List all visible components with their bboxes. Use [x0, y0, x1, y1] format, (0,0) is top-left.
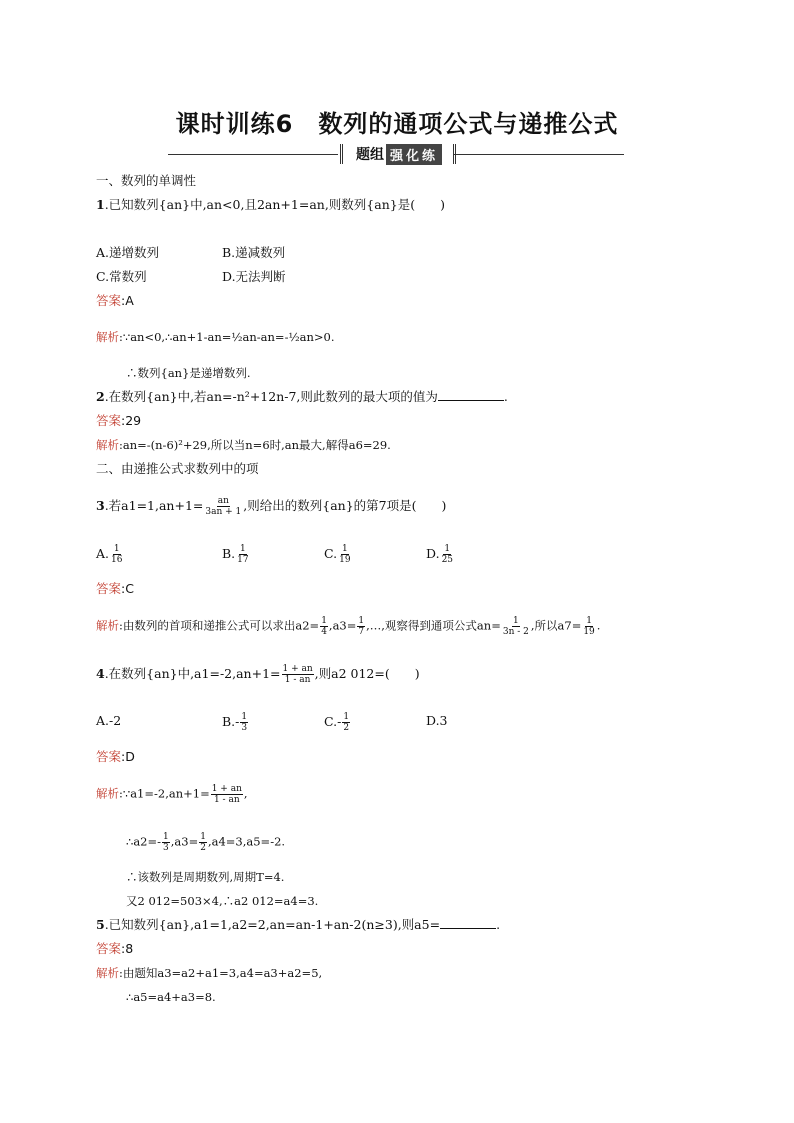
fraction-denominator: 19	[339, 555, 351, 565]
solution-label: 解析	[96, 330, 119, 344]
answer-label: 答案	[96, 749, 122, 764]
fraction-numerator: 1	[163, 832, 169, 842]
solution-text: ,所以a7=	[530, 618, 582, 633]
fraction-denominator: 3	[163, 843, 169, 853]
answer-label: 答案	[96, 293, 122, 308]
question-number: 1	[96, 197, 105, 212]
option-letter: C.-	[324, 714, 342, 729]
section-heading: 一、数列的单调性	[96, 173, 197, 188]
fraction-denominator: 1 - an	[284, 675, 311, 685]
question-5: 5.已知数列{an},a1=1,a2=2,an=an-1+an-2(n≥3),则a5= .	[96, 917, 501, 932]
option-a	[96, 544, 124, 565]
option-c: C.常数列	[96, 269, 147, 284]
solution-4	[96, 784, 248, 805]
question-text: ,则给出的数列{an}的第7项是( )	[243, 498, 447, 513]
answer-3	[96, 580, 134, 598]
fraction	[320, 616, 328, 637]
solution-text: :an=-(n-6)²+29,所以当n=6时,an最大,解得a6=29.	[119, 438, 391, 452]
question-text: .在数列{an}中,a1=-2,an+1=	[104, 666, 281, 681]
solution-text: ,	[243, 786, 248, 801]
solution-4-line2	[126, 832, 285, 853]
solution-text: :由题知a3=a2+a1=3,a4=a3+a2=5,	[119, 966, 323, 980]
solution-1-line2: ∴数列{an}是递增数列.	[126, 366, 251, 380]
answer-value: :29	[121, 413, 142, 428]
option-a: A.-2	[96, 713, 122, 728]
fraction	[211, 784, 243, 805]
option-d	[426, 544, 455, 565]
fraction-denominator: 4	[321, 627, 327, 637]
solution-label: 解析	[96, 618, 119, 633]
option-b	[222, 544, 251, 565]
answer-5	[96, 940, 133, 958]
question-text: .在数列{an}中,若an=-n²+12n-7,则此数列的最大项的值为	[104, 389, 438, 404]
question-number: 2	[96, 389, 105, 404]
fraction	[236, 544, 249, 565]
fraction-numerator: 1	[512, 616, 519, 626]
option-letter: A.	[96, 546, 110, 561]
fraction-numerator: 1	[321, 616, 327, 626]
page-title: 课时训练6 数列的通项公式与递推公式	[175, 110, 619, 138]
banner-rule-right	[454, 154, 624, 155]
answer-blank	[438, 388, 504, 401]
fraction-numerator: 1	[358, 616, 365, 626]
question-number: 4	[96, 666, 105, 681]
fraction	[282, 664, 314, 685]
solution-5-line2: ∴a5=a4+a3=8.	[126, 990, 216, 1004]
solution-4-line3: ∴该数列是周期数列,周期T=4.	[126, 870, 285, 884]
fraction	[357, 616, 365, 637]
solution-text: :∵a1=-2,an+1=	[119, 786, 210, 801]
option-d: D.3	[426, 713, 448, 728]
fraction-numerator: 1 + an	[282, 664, 313, 674]
answer-label: 答案	[96, 941, 122, 956]
option-letter: B.	[222, 546, 236, 561]
question-text: .若a1=1,an+1=	[104, 498, 204, 513]
fraction-numerator: 1	[241, 712, 248, 722]
question-3	[96, 496, 446, 517]
solution-1	[96, 328, 334, 346]
fraction-denominator: 2	[343, 723, 350, 733]
fraction-numerator: 1	[113, 544, 120, 554]
option-d: D.无法判断	[222, 269, 286, 284]
fraction	[342, 712, 350, 733]
fraction-denominator: 3an + 1	[205, 507, 242, 517]
fraction-numerator: an	[217, 496, 229, 506]
question-2: 2.在数列{an}中,若an=-n²+12n-7,则此数列的最大项的值为 .	[96, 389, 508, 404]
answer-blank	[440, 916, 496, 929]
solution-text: :∵an<0,∴an+1-an=½an-an=-½an>0.	[119, 330, 335, 344]
fraction	[110, 544, 123, 565]
section-banner	[168, 144, 624, 166]
fraction-denominator: 17	[237, 555, 249, 565]
option-c	[324, 544, 353, 565]
fraction-denominator: 3	[241, 723, 248, 733]
fraction-numerator: 1	[343, 712, 350, 722]
option-letter: B.-	[222, 714, 240, 729]
fraction-numerator: 1	[240, 544, 246, 554]
fraction	[441, 544, 454, 565]
solution-text: ∴a2=-	[126, 834, 162, 849]
answer-label: 答案	[96, 413, 122, 428]
answer-1	[96, 292, 134, 310]
fraction-numerator: 1 + an	[211, 784, 242, 794]
banner-label-highlight: 强化练	[386, 144, 442, 165]
fraction	[502, 616, 530, 637]
option-letter: C.	[324, 546, 338, 561]
banner-box	[340, 144, 456, 164]
fraction-numerator: 1	[444, 544, 451, 554]
fraction-denominator: 19	[583, 627, 595, 637]
solution-4-line4: 又2 012=503×4,∴a2 012=a4=3.	[126, 894, 319, 908]
fraction-denominator: 16	[111, 555, 123, 565]
answer-2	[96, 412, 141, 430]
section-heading: 二、由递推公式求数列中的项	[96, 461, 259, 476]
fraction-numerator: 1	[341, 544, 348, 554]
fraction-denominator: 7	[358, 627, 365, 637]
solution-2	[96, 436, 391, 454]
question-4	[96, 664, 420, 685]
answer-4	[96, 748, 135, 766]
solution-text: :由数列的首项和递推公式可以求出a2=	[119, 618, 320, 633]
banner-label: 题组	[355, 147, 384, 163]
option-c	[324, 712, 351, 733]
fraction	[199, 832, 207, 853]
solution-text: ,a4=3,a5=-2.	[207, 834, 286, 849]
fraction	[204, 496, 242, 517]
option-letter: D.	[426, 546, 440, 561]
fraction-denominator: 3n - 2	[502, 627, 529, 637]
answer-value: :8	[121, 941, 134, 956]
solution-label: 解析	[96, 786, 119, 801]
option-b	[222, 712, 249, 733]
solution-5	[96, 964, 322, 982]
fraction	[162, 832, 170, 853]
option-a: A.递增数列	[96, 245, 160, 260]
solution-text: ,a3=	[328, 618, 357, 633]
answer-label: 答案	[96, 581, 122, 596]
question-text: ,则a2 012=( )	[314, 666, 420, 681]
fraction-denominator: 25	[441, 555, 454, 565]
solution-3: 解析:由数列的首项和递推公式可以求出a2= $\frac{1}{4}$ ,a3= $\frac{1}{7}$ ,…,观察得到通项公式an= $\frac{1}{3n - 2}$ ,所以a7= $\frac{1}{19}$ .	[96, 616, 601, 637]
fraction	[582, 616, 595, 637]
solution-text: ,…,观察得到通项公式an=	[366, 618, 501, 633]
solution-label: 解析	[96, 438, 119, 452]
question-number: 3	[96, 498, 105, 513]
fraction-numerator: 1	[586, 616, 592, 626]
answer-value: :C	[121, 581, 134, 596]
option-b: B.递减数列	[222, 245, 286, 260]
answer-value: :A	[121, 293, 134, 308]
fraction	[240, 712, 248, 733]
question-1	[96, 196, 445, 214]
fraction-denominator: 2	[200, 843, 206, 853]
fraction-denominator: 1 - an	[213, 795, 240, 805]
fraction-numerator: 1	[200, 832, 206, 842]
fraction	[338, 544, 351, 565]
solution-label: 解析	[96, 966, 119, 980]
question-number: 5	[96, 917, 105, 932]
solution-text: ,a3=	[170, 834, 199, 849]
question-text: .已知数列{an}中,an<0,且2an+1=an,则数列{an}是( )	[104, 197, 445, 212]
banner-rule-left	[168, 154, 338, 155]
question-text: .已知数列{an},a1=1,a2=2,an=an-1+an-2(n≥3),则a5=	[104, 917, 441, 932]
answer-value: :D	[121, 749, 135, 764]
